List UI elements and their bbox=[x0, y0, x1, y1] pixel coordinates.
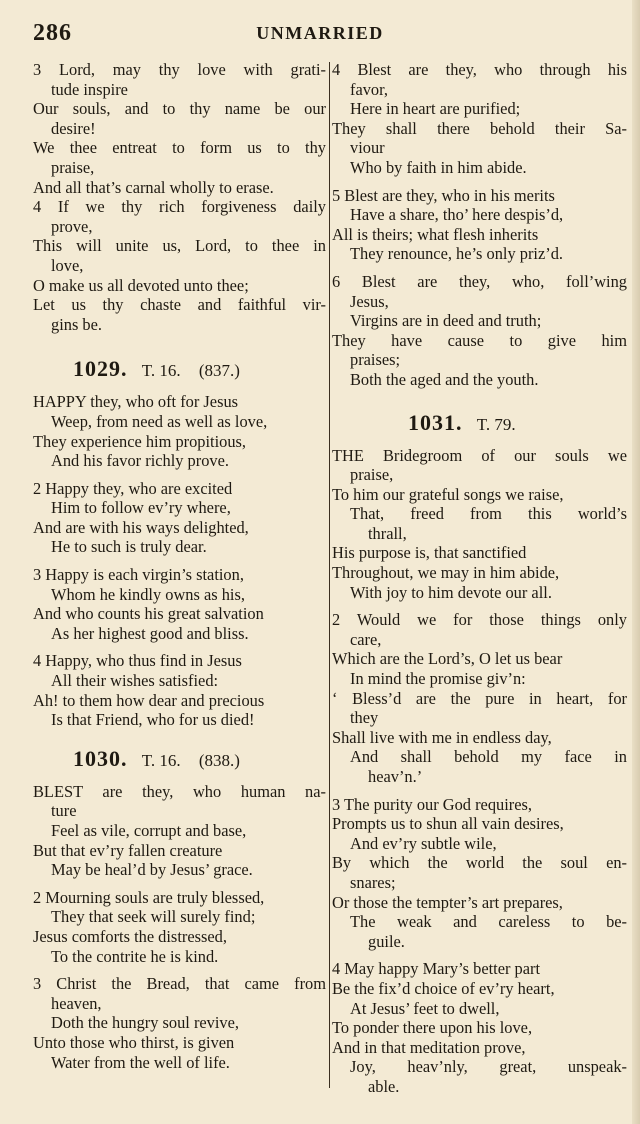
stanza bbox=[332, 60, 627, 178]
stanza bbox=[33, 479, 326, 557]
verse-line: Ah! to them how dear and precious bbox=[33, 690, 265, 710]
verse-line: Weep, from need as well as love, bbox=[51, 411, 268, 431]
verse-line: And are with his ways delighted, bbox=[33, 517, 249, 537]
verse-line: And who counts his great salvation bbox=[33, 604, 264, 624]
hymn-reference: (838.) bbox=[198, 750, 240, 770]
verse-line: Jesus comforts the distressed, bbox=[33, 926, 227, 946]
verse-line: Our souls, and to thy name be our bbox=[33, 99, 326, 119]
hymn-1030-text bbox=[33, 782, 326, 1072]
verse-line: guile. bbox=[368, 931, 405, 951]
stanza bbox=[332, 272, 627, 390]
stanza bbox=[332, 186, 627, 264]
hymn-1029-text bbox=[33, 392, 326, 730]
verse-line: Is that Friend, who for us died! bbox=[51, 710, 255, 730]
verse-line: ture bbox=[51, 801, 77, 821]
verse-line: Doth the hungry soul revive, bbox=[51, 1013, 240, 1033]
left-column bbox=[33, 60, 326, 1080]
stanza bbox=[33, 392, 326, 470]
verse-line: ‘ Bless’d are the pure in heart, for bbox=[332, 688, 627, 708]
verse-line: snares; bbox=[350, 872, 396, 892]
verse-line: To ponder there upon his love, bbox=[332, 1018, 533, 1038]
verse-line: 5 Blest are they, who in his merits bbox=[332, 185, 555, 205]
hymn-heading-1031 bbox=[408, 410, 627, 436]
verse-line: They renounce, he’s only priz’d. bbox=[350, 244, 564, 264]
verse-line: And all that’s carnal wholly to erase. bbox=[33, 177, 274, 197]
hymn-reference: (837.) bbox=[198, 361, 240, 381]
verse-line: HAPPY they, who oft for Jesus bbox=[33, 392, 239, 412]
verse-line: To him our grateful songs we raise, bbox=[332, 484, 564, 504]
verse-line: By which the world the soul en- bbox=[332, 853, 627, 873]
hymn-continuation-left bbox=[33, 60, 326, 334]
verse-line: Joy, heav’nly, great, unspeak- bbox=[350, 1057, 627, 1077]
verse-line: 6 Blest are they, who, foll’wing bbox=[332, 271, 627, 291]
stanza bbox=[33, 888, 326, 966]
verse-line: The weak and careless to be- bbox=[350, 912, 627, 932]
verse-line: But that ev’ry fallen creature bbox=[33, 840, 223, 860]
verse-line: That, freed from this world’s bbox=[350, 504, 627, 524]
hymn-tune: T. 16. bbox=[141, 361, 181, 381]
verse-line: At Jesus’ feet to dwell, bbox=[350, 998, 500, 1018]
verse-line: Water from the well of life. bbox=[51, 1052, 230, 1072]
verse-line: Prompts us to shun all vain desires, bbox=[332, 814, 564, 834]
verse-line: And his favor richly prove. bbox=[51, 451, 229, 471]
verse-line: 3 The purity our God requires, bbox=[332, 794, 532, 814]
verse-line: They that seek will surely find; bbox=[51, 907, 256, 927]
verse-line: 3 Happy is each virgin’s station, bbox=[33, 565, 244, 585]
stanza bbox=[332, 446, 627, 603]
hymn-tune: T. 79. bbox=[476, 414, 516, 434]
verse-line: BLEST are they, who human na- bbox=[33, 781, 326, 801]
stanza bbox=[332, 610, 627, 786]
right-column bbox=[332, 60, 627, 1105]
column-divider bbox=[329, 62, 330, 1088]
hymn-number: 1030. bbox=[73, 745, 128, 771]
hymn-tune: T. 16. bbox=[141, 750, 181, 770]
verse-line: Have a share, tho’ here despis’d, bbox=[350, 205, 564, 225]
verse-line: 4 Happy, who thus find in Jesus bbox=[33, 651, 242, 671]
hymn-1031-text bbox=[332, 446, 627, 1097]
verse-line: Who by faith in him abide. bbox=[350, 157, 527, 177]
verse-line: Both the aged and the youth. bbox=[350, 369, 539, 389]
verse-line: 3 Lord, may thy love with grati- bbox=[33, 60, 326, 79]
stanza bbox=[332, 795, 627, 952]
verse-line: desire! bbox=[51, 118, 96, 138]
verse-line: thrall, bbox=[368, 523, 407, 543]
verse-line: They shall there behold their Sa- bbox=[332, 118, 627, 138]
hymn-number: 1029. bbox=[73, 356, 128, 382]
verse-line: 3 Christ the Bread, that came from bbox=[33, 974, 326, 994]
verse-line: 2 Would we for those things only bbox=[332, 610, 627, 630]
stanza bbox=[33, 974, 326, 1072]
verse-line: 4 If we thy rich forgiveness daily bbox=[33, 197, 326, 217]
verse-line: 2 Mourning souls are truly blessed, bbox=[33, 887, 265, 907]
verse-line: heav’n.’ bbox=[368, 767, 423, 786]
stanza bbox=[33, 651, 326, 729]
verse-line: prove, bbox=[51, 216, 93, 236]
verse-line: Virgins are in deed and truth; bbox=[350, 311, 542, 331]
verse-line: With joy to him devote our all. bbox=[350, 582, 552, 602]
verse-line: And in that meditation prove, bbox=[332, 1037, 526, 1057]
verse-line: praise, bbox=[350, 465, 394, 485]
verse-line: they bbox=[350, 708, 379, 728]
verse-line: And ev’ry subtle wile, bbox=[350, 833, 497, 853]
verse-line: Unto those who thirst, is given bbox=[33, 1032, 235, 1052]
verse-line: favor, bbox=[350, 79, 389, 99]
verse-line: gins be. bbox=[51, 314, 102, 334]
verse-line: His purpose is, that sanctified bbox=[332, 543, 527, 563]
verse-line: Jesus, bbox=[350, 291, 389, 311]
verse-line: 4 Blest are they, who through his bbox=[332, 60, 627, 79]
verse-line: He to such is truly dear. bbox=[51, 537, 207, 557]
stanza bbox=[33, 565, 326, 643]
verse-line: Be the fix’d choice of ev’ry heart, bbox=[332, 978, 555, 998]
stanza bbox=[33, 60, 326, 334]
verse-line: May be heal’d by Jesus’ grace. bbox=[51, 860, 253, 880]
verse-line: care, bbox=[350, 629, 382, 649]
verse-line: viour bbox=[350, 138, 385, 158]
verse-line: able. bbox=[368, 1076, 400, 1096]
hymn-continuation-right bbox=[332, 60, 627, 390]
verse-line: THE Bridegroom of our souls we bbox=[332, 445, 627, 465]
verse-line: love, bbox=[51, 255, 84, 275]
page-edge bbox=[632, 0, 640, 1124]
verse-line: Or those the tempter’s art prepares, bbox=[332, 892, 563, 912]
verse-line: Him to follow ev’ry where, bbox=[51, 498, 231, 518]
verse-line: All is theirs; what flesh inherits bbox=[332, 224, 539, 244]
stanza bbox=[332, 959, 627, 1096]
hymn-heading-1030 bbox=[73, 746, 326, 772]
verse-line: They have cause to give him bbox=[332, 330, 627, 350]
verse-line: Which are the Lord’s, O let us bear bbox=[332, 649, 563, 669]
hymn-number: 1031. bbox=[408, 409, 463, 435]
verse-line: praise, bbox=[51, 157, 95, 177]
verse-line: Let us thy chaste and faithful vir- bbox=[33, 295, 326, 315]
verse-line: We thee entreat to form us to thy bbox=[33, 138, 326, 158]
verse-line: They experience him propitious, bbox=[33, 431, 247, 451]
stanza bbox=[33, 782, 326, 880]
verse-line: As her highest good and bliss. bbox=[51, 623, 249, 643]
verse-line: Throughout, we may in him abide, bbox=[332, 563, 560, 583]
verse-line: 4 May happy Mary’s better part bbox=[332, 959, 541, 979]
verse-line: Here in heart are purified; bbox=[350, 99, 521, 119]
verse-line: In mind the promise giv’n: bbox=[350, 669, 526, 689]
verse-line: tude inspire bbox=[51, 79, 128, 99]
verse-line: To the contrite he is kind. bbox=[51, 946, 219, 966]
verse-line: 2 Happy they, who are excited bbox=[33, 478, 233, 498]
verse-line: O make us all devoted unto thee; bbox=[33, 275, 249, 295]
verse-line: Whom he kindly owns as his, bbox=[51, 584, 245, 604]
verse-line: Feel as vile, corrupt and base, bbox=[51, 821, 247, 840]
hymn-heading-1029 bbox=[73, 356, 326, 382]
running-title: UNMARRIED bbox=[256, 23, 384, 43]
verse-line: praises; bbox=[350, 350, 401, 370]
verse-line: And shall behold my face in bbox=[350, 747, 627, 767]
verse-line: heaven, bbox=[51, 993, 102, 1013]
verse-line: Shall live with me in endless day, bbox=[332, 727, 552, 747]
page-header bbox=[30, 20, 610, 50]
verse-line: This will unite us, Lord, to thee in bbox=[33, 236, 326, 256]
page-number: 286 bbox=[33, 20, 72, 46]
verse-line: All their wishes satisfied: bbox=[51, 671, 219, 691]
